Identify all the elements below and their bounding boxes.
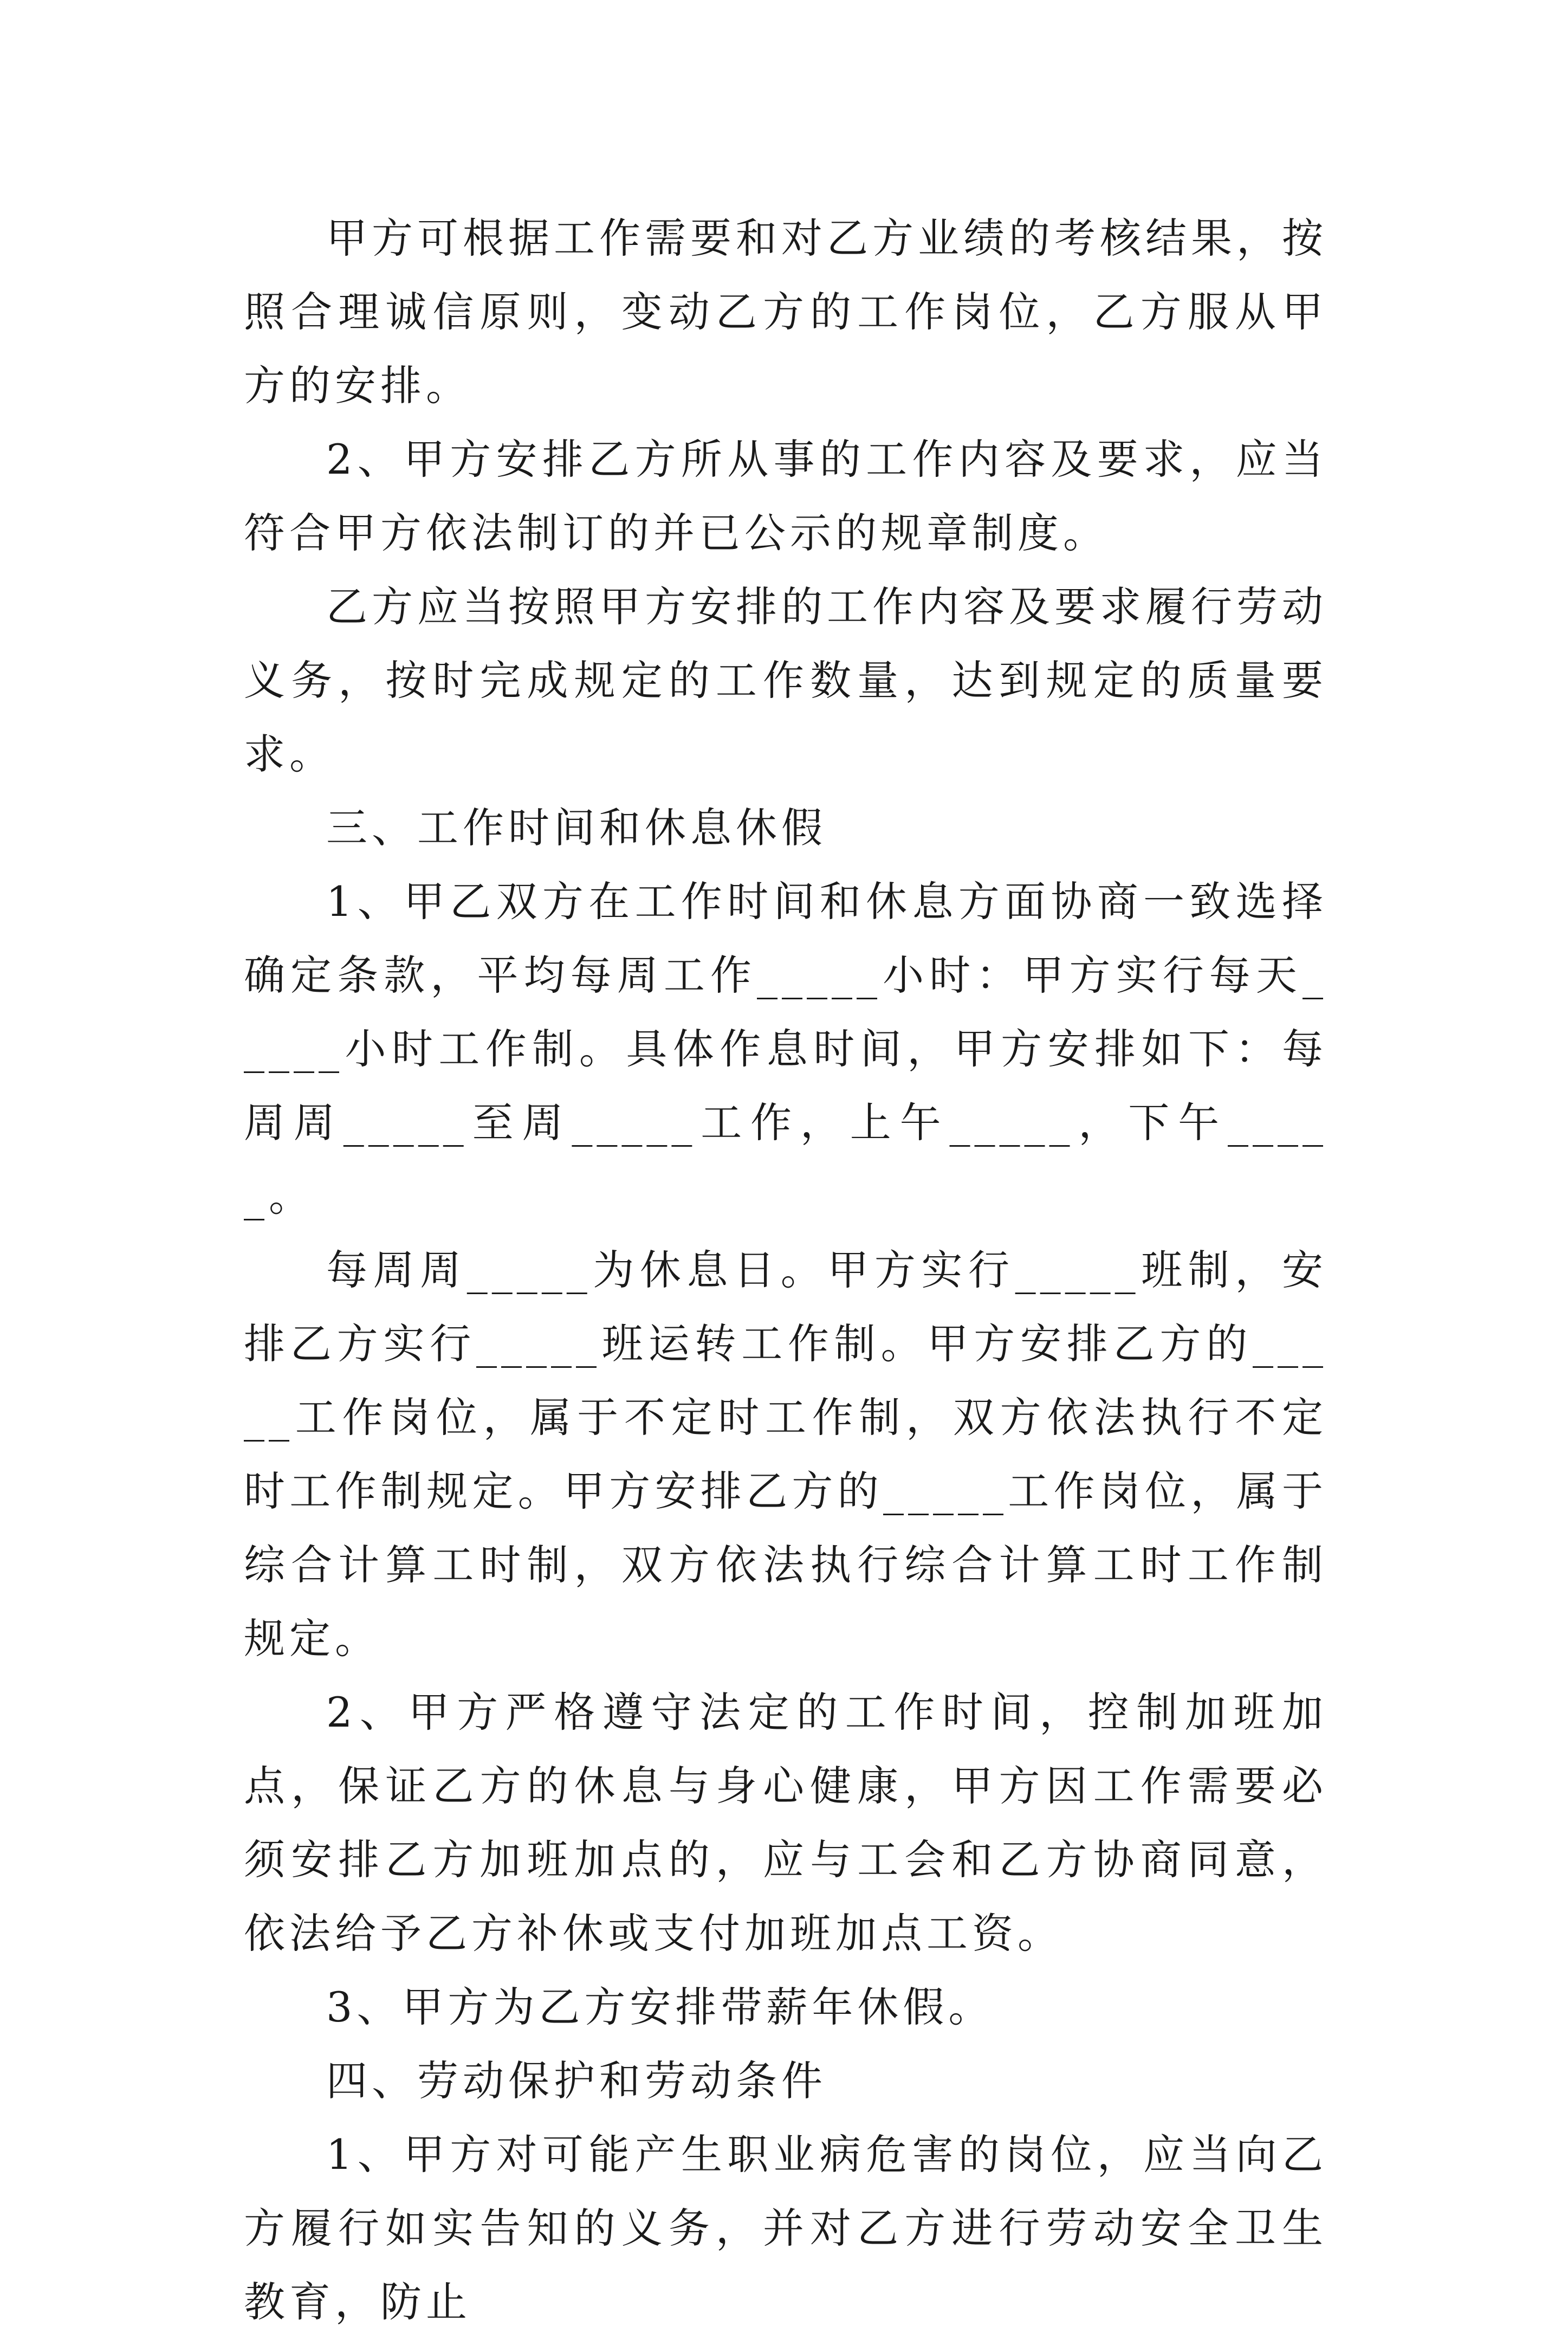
paragraph-paid-leave: 3、甲方为乙方安排带薪年休假。 <box>326 1983 994 2031</box>
paragraph-job-adjustment: 甲方可根据工作需要和对乙方业绩的考核结果，按照合理诚信原则，变动乙方的工作岗位，乙方服从甲方的安排。 <box>244 214 1327 410</box>
paragraph-overtime: 2、甲方严格遵守法定的工作时间，控制加班加点，保证乙方的休息与身心健康，甲方因工作需要必须安排乙方加班加点的，应与工会和乙方协商同意，依法给予乙方补休或支付加班加点工资。 <box>244 1688 1327 1957</box>
paragraph-occupational-hazard: 1、甲方对可能产生职业病危害的岗位，应当向乙方履行如实告知的义务，并对乙方进行劳动安全卫生教育，防止 <box>244 2130 1327 2326</box>
section-heading-working-hours: 三、工作时间和休息休假 <box>326 804 827 852</box>
paragraph-work-content-rules: 2、甲方安排乙方所从事的工作内容及要求，应当符合甲方依法制订的并已公示的规章制度。 <box>244 435 1327 557</box>
document-body <box>244 202 1327 2339</box>
paragraph-rest-days-shifts: 每周周_____为休息日。甲方实行_____班制，安排乙方实行_____班运转工作制。甲方安排乙方的_____工作岗位，属于不定时工作制，双方依法执行不定时工作制规定。甲方安排乙方的_____工作岗位，属于综合计算工时制，双方依法执行综合计算工时工作制规定。 <box>244 1246 1327 1663</box>
paragraph-working-hours-schedule: 1、甲乙双方在工作时间和休息方面协商一致选择确定条款，平均每周工作_____小时：甲方实行每天_____小时工作制。具体作息时间，甲方安排如下：每周周_____至周_____工作，上午_____，下午_____。 <box>244 877 1327 1220</box>
section-heading-labor-protection: 四、劳动保护和劳动条件 <box>326 2057 827 2105</box>
paragraph-employee-obligations: 乙方应当按照甲方安排的工作内容及要求履行劳动义务，按时完成规定的工作数量，达到规定的质量要求。 <box>244 583 1327 778</box>
